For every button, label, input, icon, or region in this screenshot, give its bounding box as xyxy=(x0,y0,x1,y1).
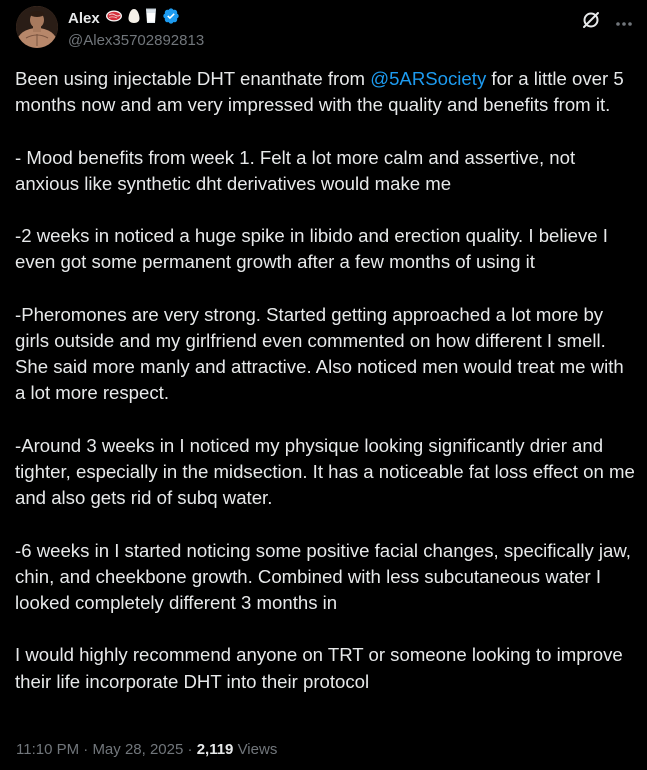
egg-emoji-icon xyxy=(128,8,140,29)
milk-glass-emoji-icon xyxy=(145,8,157,29)
post-body xyxy=(15,66,635,695)
post-paragraph: I would highly recommend anyone on TRT or someone looking to improve their life incorporate DHT into their protocol xyxy=(15,644,623,692)
post-paragraph: -Pheromones are very strong. Started getting approached a lot more by girls outside and my girlfriend even commented on how different I smell. She said more manly and attractive. Also noticed men would treat me with a lot more respect. xyxy=(15,303,624,404)
post-date[interactable]: May 28, 2025 xyxy=(92,741,184,758)
top-actions xyxy=(581,10,633,35)
meta-separator: · xyxy=(83,741,89,758)
author-block xyxy=(68,8,204,49)
verified-badge-icon[interactable] xyxy=(162,7,180,30)
avatar-image xyxy=(16,6,58,48)
name-row xyxy=(68,8,204,28)
post-paragraph: -2 weeks in noticed a huge spike in libido and erection quality. I believe I even got some permanent growth after a few months of using it xyxy=(15,225,608,273)
paragraph-text: for a little over 5 months now and am very impressed with the quality and benefits from it. xyxy=(15,68,624,116)
post-paragraph: -6 weeks in I started noticing some positive facial changes, specifically jaw, chin, and cheekbone growth. Combined with less subcutaneous water I looked completely different 3 months in xyxy=(15,539,631,613)
grok-icon[interactable] xyxy=(581,10,601,35)
meta-separator: · xyxy=(187,741,193,758)
avatar[interactable] xyxy=(16,6,58,48)
post-time[interactable]: 11:10 PM xyxy=(16,741,80,758)
more-options-icon[interactable] xyxy=(615,14,633,32)
views-label: Views xyxy=(237,741,278,758)
post-paragraph: - Mood benefits from week 1. Felt a lot more calm and assertive, not anxious like synthetic dht derivatives would make me xyxy=(15,146,576,194)
post-paragraph: -Around 3 weeks in I noticed my physique looking significantly drier and tighter, especially in the midsection. It has a noticeable fat loss effect on me and also gets rid of subq water. xyxy=(15,434,635,509)
steak-emoji-icon xyxy=(105,9,123,28)
user-handle[interactable]: @Alex35702892813 xyxy=(68,32,205,49)
display-name[interactable]: Alex xyxy=(68,9,100,27)
views-count[interactable]: 2,119 xyxy=(196,741,234,758)
post-paragraph xyxy=(15,66,635,118)
paragraph-text: Been using injectable DHT enanthate from xyxy=(15,68,371,89)
post-meta xyxy=(16,741,277,758)
mention-link[interactable]: @5ARSociety xyxy=(370,68,487,89)
